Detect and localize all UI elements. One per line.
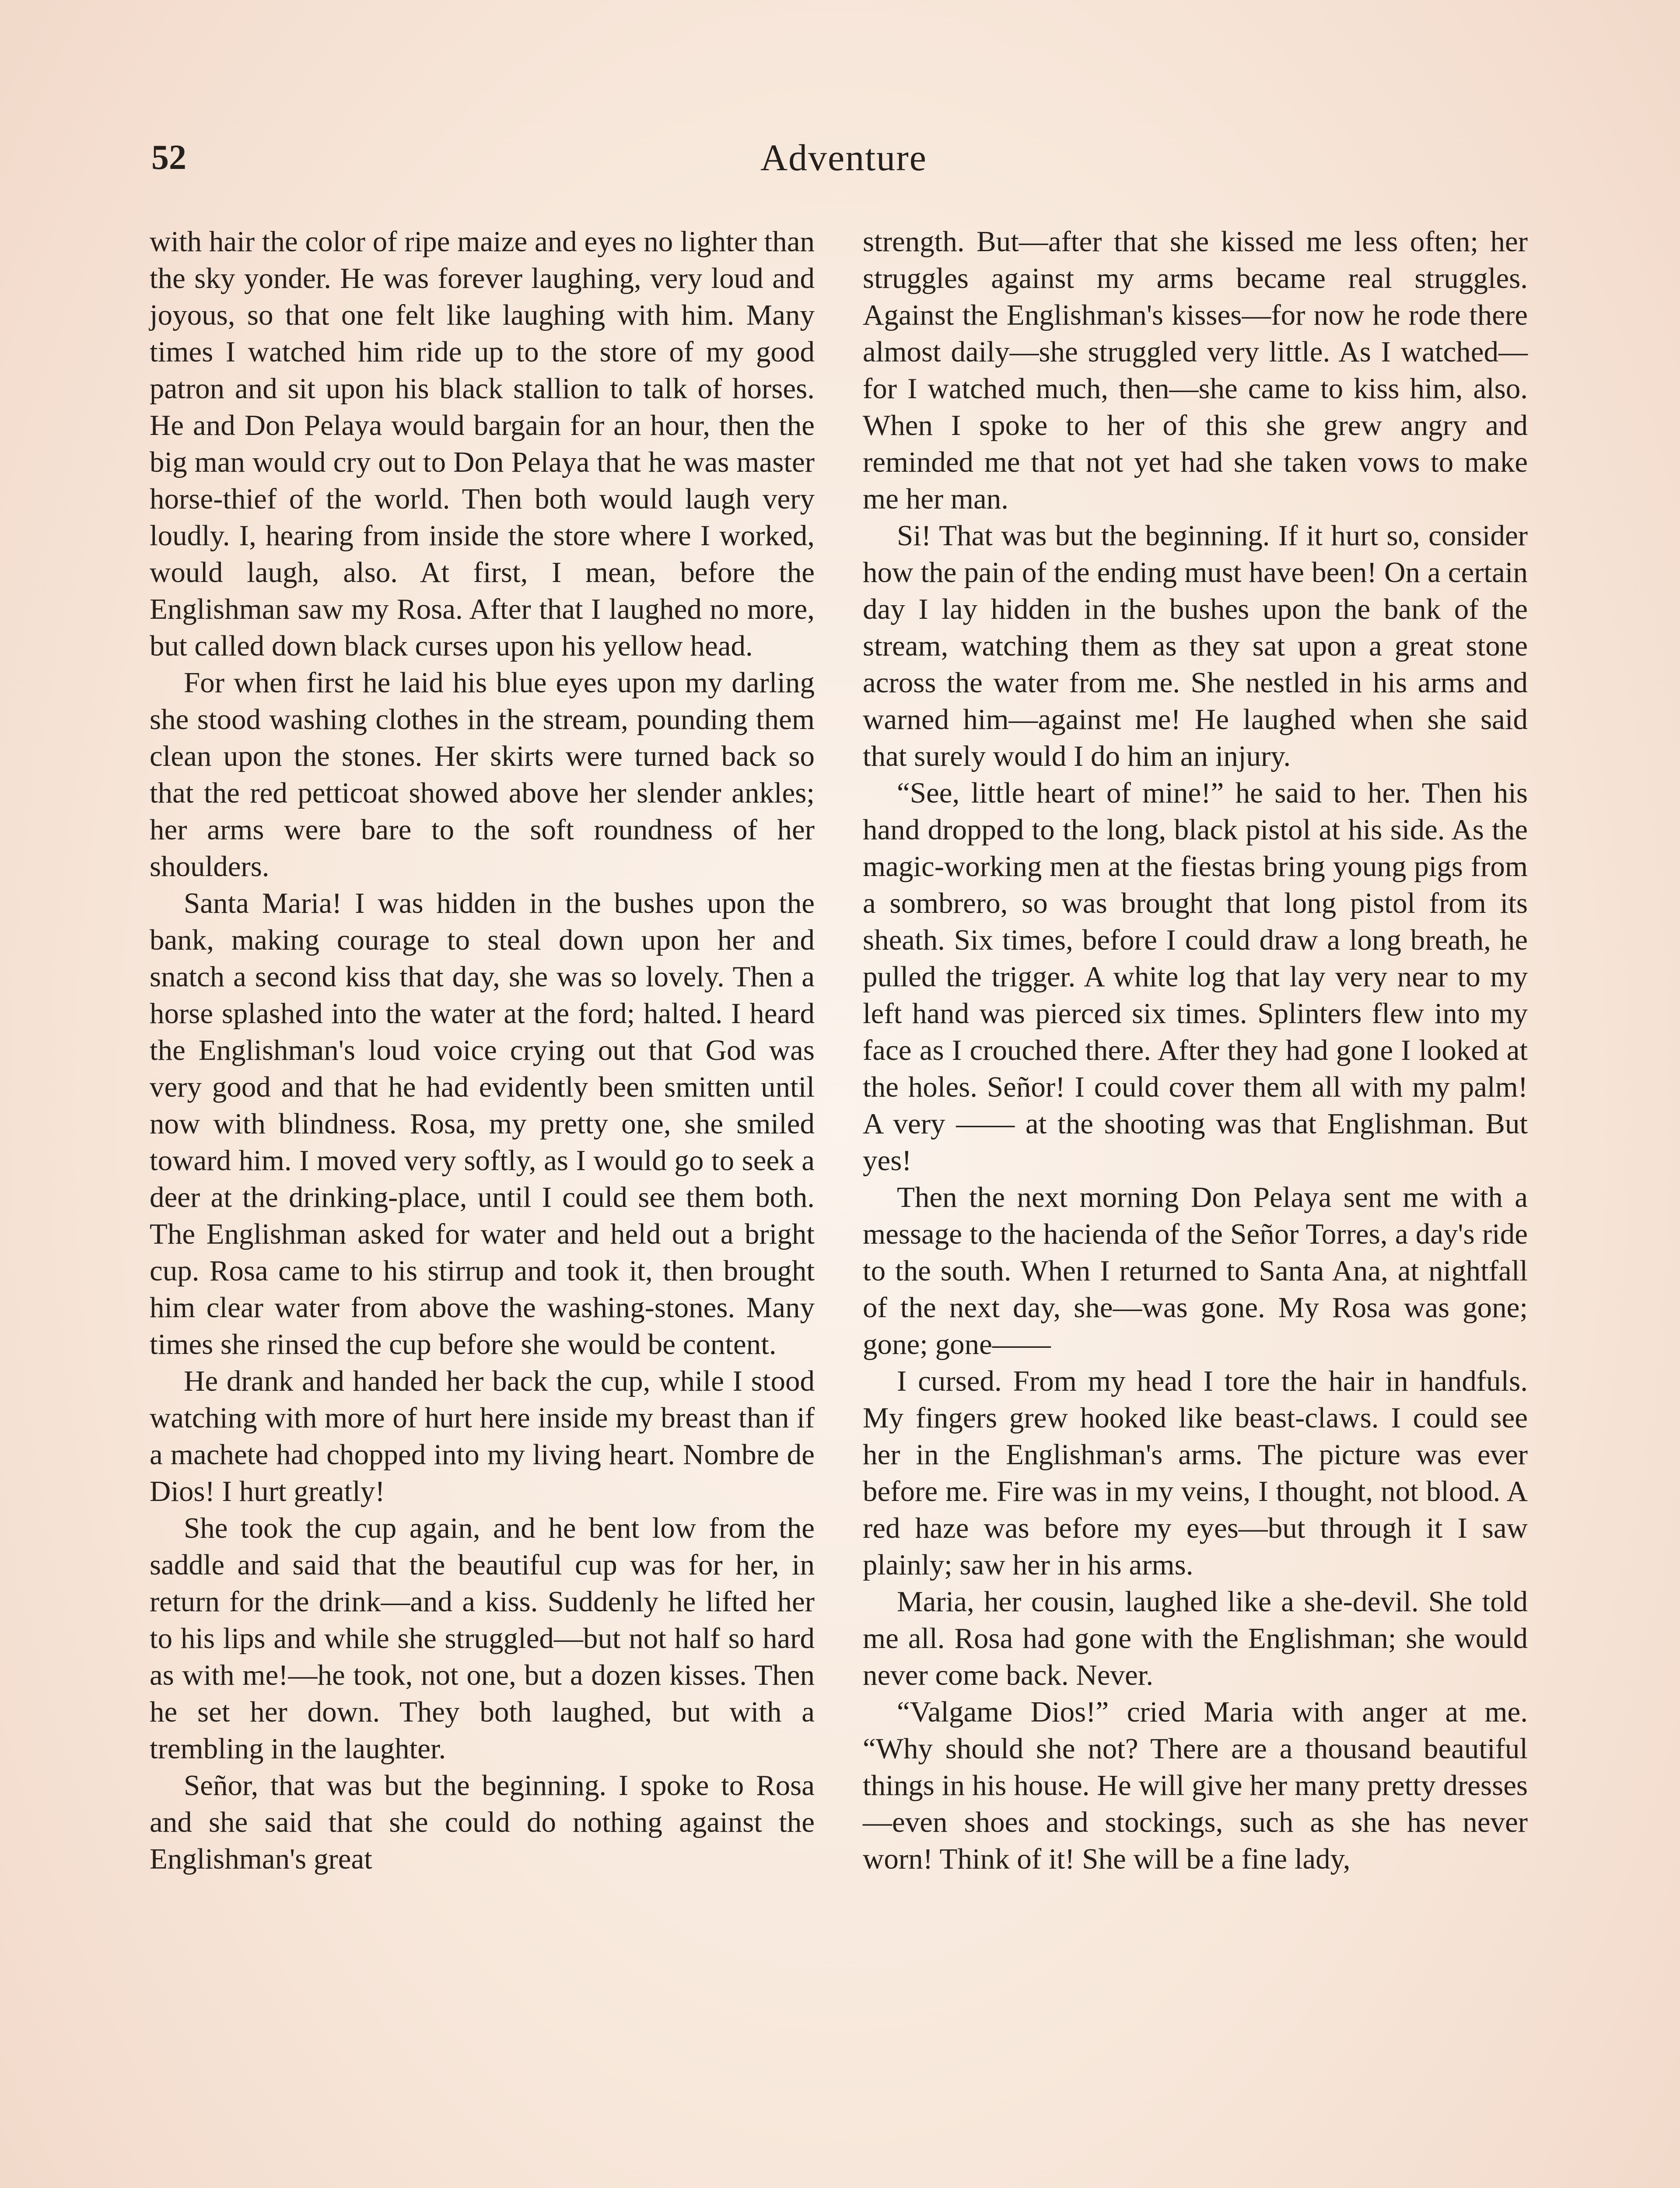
paragraph: strength. But—after that she kissed me less often; her struggles against my arms became real struggles. Against the Englishman's kisses—for now he rode there almost daily—she struggled very little. As I watched—for I watched much, then—she came to kiss him, also. When I spoke to her of this she grew angry and reminded me that not yet had she taken vows to make me her man. (863, 225, 1528, 515)
left-column (150, 223, 815, 1877)
page-number: 52 (151, 138, 186, 177)
paragraph: “See, little heart of mine!” he said to her. Then his hand dropped to the long, black pistol at his side. As the magic-working men at the fiestas bring young pigs from a sombrero, so was brought that long pistol from its sheath. Six times, before I could draw a long breath, he pulled the trigger. A white log that lay very near to my left hand was pierced six times. Splinters flew into my face as I crouched there. After they had gone I looked at the holes. Señor! I could cover them all with my palm! A very —— at the shooting was that Englishman. But yes! (863, 777, 1528, 1177)
running-head: Adventure (760, 137, 927, 179)
paragraph: He drank and handed her back the cup, while I stood watching with more of hurt here inside my breast than if a machete had chopped into my living heart. Nombre de Dios! I hurt greatly! (150, 1365, 815, 1508)
paragraph: For when first he laid his blue eyes upon my darling she stood washing clothes in the stream, pounding them clean upon the stones. Her skirts were turned back so that the red petticoat showed above her slender ankles; her arms were bare to the soft roundness of her shoulders. (150, 666, 815, 883)
page-header (151, 131, 1536, 184)
paragraph: She took the cup again, and he bent low from the saddle and said that the beautiful cup was for her, in return for the drink—and a kiss. Suddenly he lifted her to his lips and while she struggled—but not half so hard as with me!—he took, not one, but a dozen kisses. Then he set her down. They both laughed, but with a trembling in the laughter. (150, 1512, 815, 1765)
paragraph: Santa Maria! I was hidden in the bushes upon the bank, making courage to steal down upon her and snatch a second kiss that day, she was so lovely. Then a horse splashed into the water at the ford; halted. I heard the Englishman's loud voice crying out that God was very good and that he had evidently been smitten until now with blindness. Rosa, my pretty one, she smiled toward him. I moved very softly, as I would go to seek a deer at the drinking-place, until I could see them both. The Englishman asked for water and held out a bright cup. Rosa came to his stirrup and took it, then brought him clear water from above the washing-stones. Many times she rinsed the cup before she would be content. (150, 887, 815, 1360)
paragraph: with hair the color of ripe maize and eyes no lighter than the sky yonder. He was forever laughing, very loud and joyous, so that one felt like laughing with him. Many times I watched him ride up to the store of my good patron and sit upon his black stallion to talk of horses. He and Don Pelaya would bargain for an hour, then the big man would cry out to Don Pelaya that he was master horse-thief of the world. Then both would laugh very loudly. I, hearing from inside the store where I worked, would laugh, also. At first, I mean, before the Englishman saw my Rosa. After that I laughed no more, but called down black curses upon his yellow head. (150, 225, 815, 662)
paragraph: Si! That was but the beginning. If it hurt so, consider how the pain of the ending must have been! On a certain day I lay hidden in the bushes upon the bank of the stream, watching them as they sat upon a great stone across the water from me. She nestled in his arms and warned him—against me! He laughed when she said that surely would I do him an injury. (863, 519, 1528, 772)
paragraph: “Valgame Dios!” cried Maria with anger at me. “Why should she not? There are a thousand beautiful things in his house. He will give her many pretty dresses—even shoes and stockings, such as she has never worn! Think of it! She will be a fine lady, (863, 1696, 1528, 1875)
paragraph: Then the next morning Don Pelaya sent me with a message to the hacienda of the Señor Torres, a day's ride to the south. When I returned to Santa Ana, at nightfall of the next day, she—was gone. My Rosa was gone; gone; gone—— (863, 1181, 1528, 1360)
paragraph: I cursed. From my head I tore the hair in handfuls. My fingers grew hooked like beast-claws. I could see her in the Englishman's arms. The picture was ever before me. Fire was in my veins, I thought, not blood. A red haze was before my eyes—but through it I saw plainly; saw her in his arms. (863, 1365, 1528, 1581)
right-column (863, 223, 1528, 1877)
paragraph: Señor, that was but the beginning. I spoke to Rosa and she said that she could do nothing against the Englishman's great (150, 1769, 815, 1875)
paragraph: Maria, her cousin, laughed like a she-devil. She told me all. Rosa had gone with the Englishman; she would never come back. Never. (863, 1585, 1528, 1691)
